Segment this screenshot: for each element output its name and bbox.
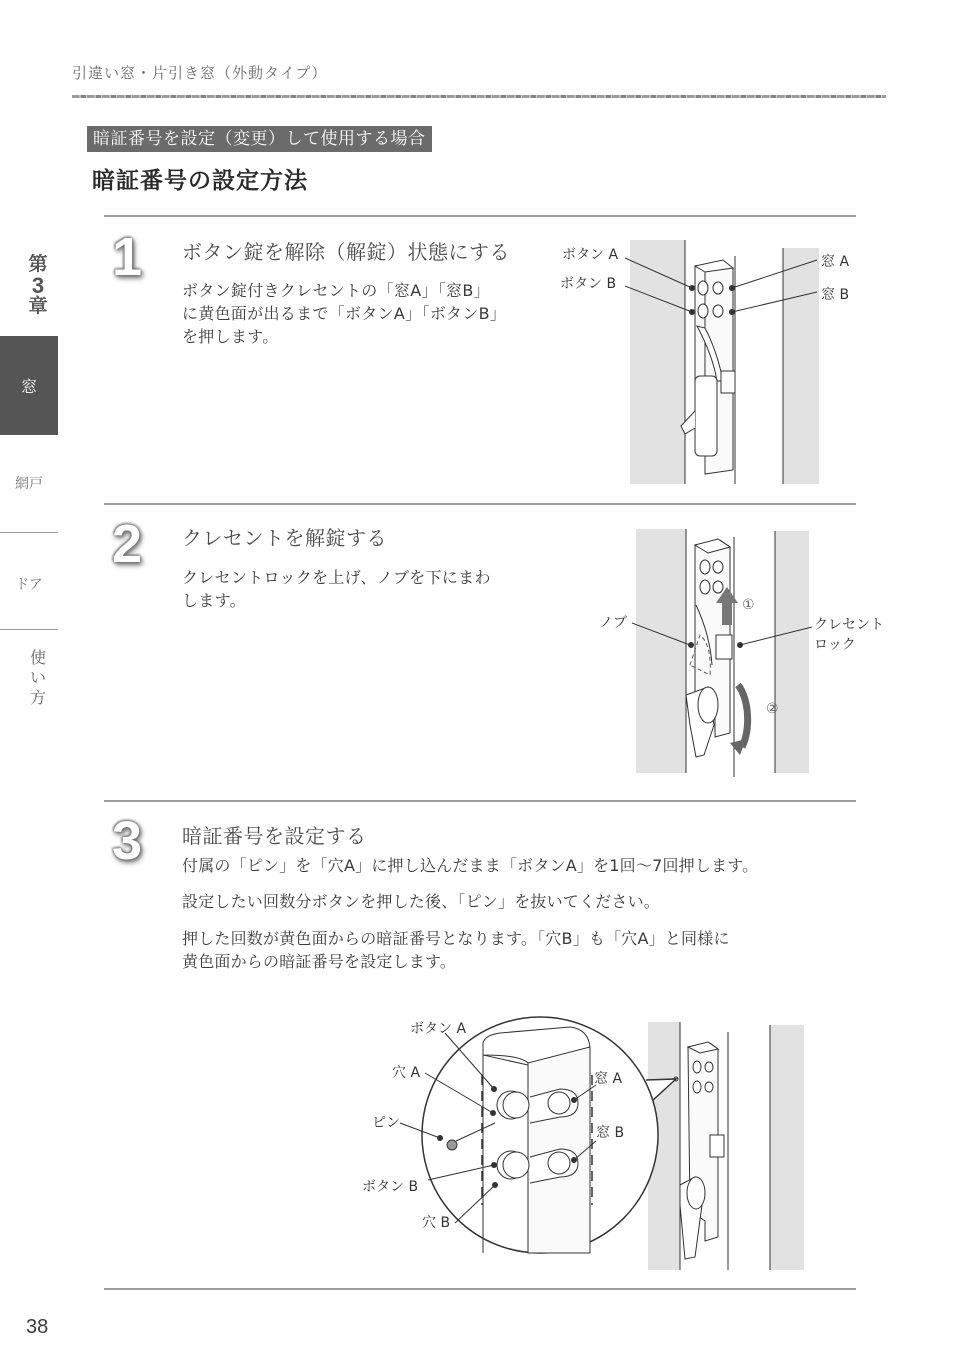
step-body xyxy=(182,566,491,612)
label-window-b: 窓 B xyxy=(821,287,850,303)
side-divider xyxy=(0,532,58,533)
marker-step-1: ① xyxy=(742,597,755,613)
side-tab-window[interactable] xyxy=(0,336,58,435)
step-divider xyxy=(104,800,856,802)
step-paragraph: 設定したい回数分ボタンを押した後、「ピン」を抜いてください。 xyxy=(182,892,661,911)
label-window-a: 窓 A xyxy=(594,1071,623,1087)
step-title: クレセントを解錠する xyxy=(182,526,387,550)
step-body xyxy=(182,279,506,348)
step-paragraph: 付属の「ピン」を「穴A」に押し込んだまま「ボタンA」を1回〜7回押します。 xyxy=(182,856,759,875)
label-button-b: ボタン B xyxy=(560,276,617,292)
side-tab-usage[interactable] xyxy=(26,648,50,708)
step-body-line: に黄色面が出るまで「ボタンA」「ボタンB」 xyxy=(182,304,507,323)
label-line: クレセント xyxy=(814,617,884,633)
step-number: 1 xyxy=(112,227,143,287)
label-crescent-lock xyxy=(814,615,884,655)
step-number: 3 xyxy=(112,811,143,871)
side-tab-char: 使 xyxy=(29,648,46,667)
chapter-label xyxy=(24,254,52,317)
step-number: 2 xyxy=(112,514,143,574)
label-button-a: ボタン A xyxy=(562,247,619,263)
label-pin: ピン xyxy=(372,1115,400,1131)
chapter-char: 章 xyxy=(28,295,48,317)
chapter-number: 3 xyxy=(31,273,45,298)
page-title: 暗証番号の設定方法 xyxy=(92,168,308,194)
step-divider xyxy=(104,215,856,217)
label-button-a: ボタン A xyxy=(410,1021,467,1037)
step-body-line: します。 xyxy=(182,591,246,610)
pin-setting-figure xyxy=(350,1005,820,1275)
bottom-divider xyxy=(104,1288,856,1290)
step-body-line: を押します。 xyxy=(182,327,279,346)
side-tab-char: 方 xyxy=(29,688,46,707)
section-badge: 暗証番号を設定（変更）して使用する場合 xyxy=(87,126,432,152)
side-tab-door[interactable]: ドア xyxy=(15,577,43,593)
step2-callout-lines xyxy=(600,615,830,655)
step-paragraph: 押した回数が黄色面からの暗証番号となります。「穴B」も「穴A」と同様に xyxy=(182,929,730,948)
step-body-line: クレセントロックを上げ、ノブを下にまわ xyxy=(182,568,491,587)
step-paragraph: 黄色面からの暗証番号を設定します。 xyxy=(182,952,457,971)
label-hole-a: 穴 A xyxy=(392,1065,421,1081)
label-line: ロック xyxy=(814,637,856,653)
side-tab-screen[interactable]: 網戸 xyxy=(15,476,43,492)
label-knob: ノブ xyxy=(599,615,627,631)
running-header: 引違い窓・片引き窓（外動タイプ） xyxy=(72,64,328,82)
step-title: 暗証番号を設定する xyxy=(182,824,367,848)
side-tab-label: 窓 xyxy=(20,377,37,396)
label-window-b: 窓 B xyxy=(596,1125,625,1141)
label-window-a: 窓 A xyxy=(821,254,850,270)
step-divider xyxy=(104,503,856,505)
chapter-char: 第 xyxy=(28,253,48,275)
header-divider xyxy=(72,95,886,98)
marker-step-2: ② xyxy=(766,701,779,717)
side-tab-char: い xyxy=(29,668,46,687)
side-divider xyxy=(0,629,58,630)
step-body-line: ボタン錠付きクレセントの「窓A」「窓B」 xyxy=(182,281,490,300)
step-title: ボタン錠を解除（解錠）状態にする xyxy=(182,240,510,264)
label-hole-b: 穴 B xyxy=(422,1215,451,1231)
page-number: 38 xyxy=(26,1316,49,1338)
label-button-b: ボタン B xyxy=(362,1179,419,1195)
